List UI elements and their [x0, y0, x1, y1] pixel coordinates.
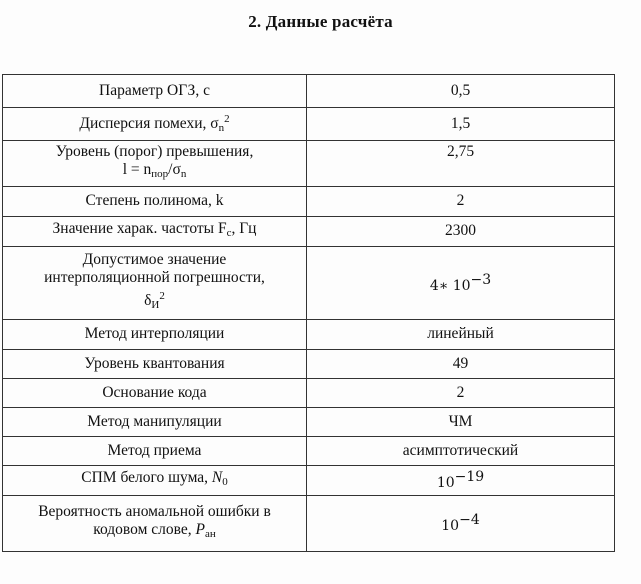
value-cell: 2,75 — [307, 141, 615, 187]
param-cell: Параметр ОГЗ, c — [3, 75, 307, 108]
param-cell: Уровень (порог) превышения, $l = n_{пор}/\sigma_n$ — [3, 141, 307, 187]
table-row — [3, 408, 615, 437]
value-cell: 10−4 — [307, 496, 615, 552]
param-cell: Степень полинома, k — [3, 187, 307, 217]
table-row — [3, 247, 615, 320]
section-heading: 2. Данные расчёта — [248, 12, 393, 31]
value-cell: асимптотический — [307, 437, 615, 466]
value-cell: 4∗ 10−3 — [307, 247, 615, 320]
calculation-data-table — [2, 74, 615, 552]
value-cell: линейный — [307, 320, 615, 350]
table-row — [3, 217, 615, 247]
table-row — [3, 75, 615, 108]
param-cell: Метод приема — [3, 437, 307, 466]
param-cell: СПМ белого шума, $N_0$ — [3, 466, 307, 496]
value-cell: 10−19 — [307, 466, 615, 496]
value-cell: 2 — [307, 379, 615, 408]
table-row — [3, 187, 615, 217]
param-cell: Значение харак. частоты $F_c$, Гц — [3, 217, 307, 247]
table-row — [3, 379, 615, 408]
value-cell: 0,5 — [307, 75, 615, 108]
table-row — [3, 108, 615, 141]
value-cell: 2 — [307, 187, 615, 217]
value-cell: 1,5 — [307, 108, 615, 141]
table-row — [3, 141, 615, 187]
param-cell: Метод интерполяции — [3, 320, 307, 350]
param-cell: Допустимое значение интерполяционной погрешности, $\delta_И^2$ — [3, 247, 307, 320]
param-cell: Вероятность аномальной ошибки в кодовом слове, $P_{ан}$ — [3, 496, 307, 552]
value-cell: 2300 — [307, 217, 615, 247]
value-cell: ЧМ — [307, 408, 615, 437]
table-row — [3, 437, 615, 466]
param-cell: Уровень квантования — [3, 350, 307, 379]
param-cell: Основание кода — [3, 379, 307, 408]
table-row — [3, 466, 615, 496]
param-cell: Дисперсия помехи, $\sigma_n^2$ — [3, 108, 307, 141]
table-row — [3, 350, 615, 379]
value-cell: 49 — [307, 350, 615, 379]
table-row — [3, 496, 615, 552]
table-row — [3, 320, 615, 350]
param-cell: Метод манипуляции — [3, 408, 307, 437]
